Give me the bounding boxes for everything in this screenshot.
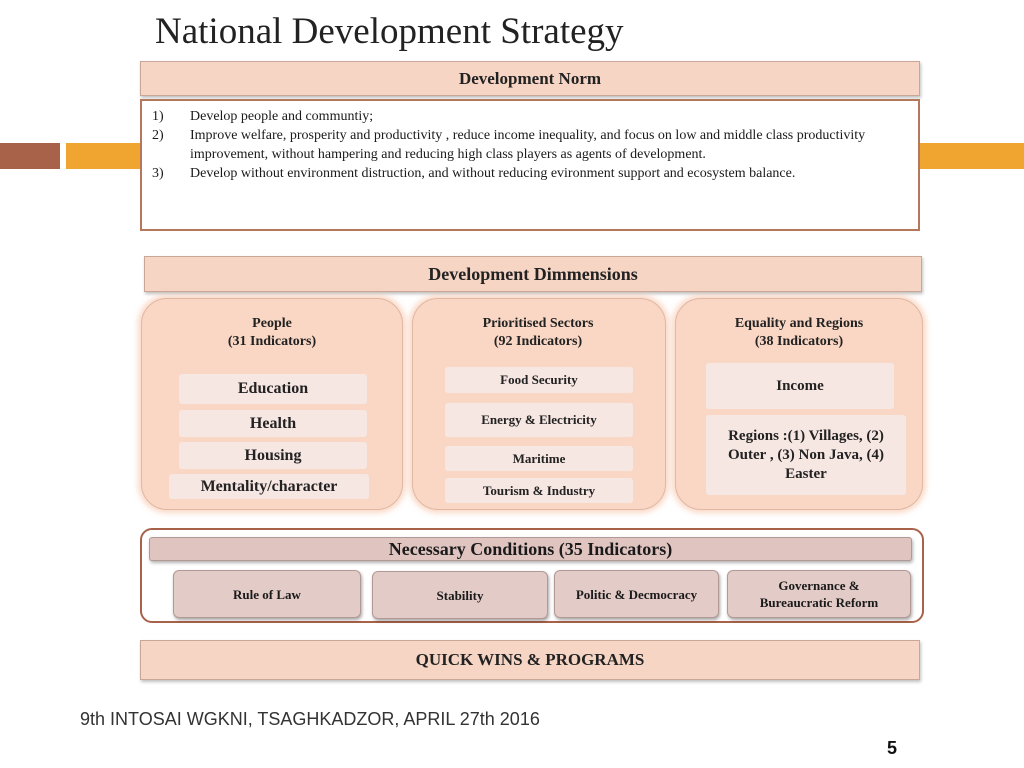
card-indicators: (31 Indicators) — [227, 334, 317, 349]
dimension-item-income: Income — [706, 363, 894, 409]
dimension-item-education: Education — [179, 374, 367, 404]
norm-item-number: 3) — [152, 166, 164, 181]
accent-bar-orange-right — [920, 143, 1024, 169]
necessary-conditions-header: Necessary Conditions (35 Indicators) — [149, 537, 912, 561]
condition-politic-democracy: Politic & Decmocracy — [554, 570, 719, 618]
norm-item — [152, 107, 908, 126]
card-title: Equality and Regions — [734, 316, 864, 331]
card-indicators: (38 Indicators) — [754, 334, 844, 349]
accent-bar-left — [0, 143, 60, 169]
development-dimensions-header: Development Dimmensions — [144, 256, 922, 292]
page-number: 5 — [886, 738, 897, 758]
norm-item — [152, 164, 908, 183]
dimension-item-mentality: Mentality/character — [169, 474, 369, 499]
dimension-item-food-security: Food Security — [445, 367, 633, 393]
condition-rule-of-law: Rule of Law — [173, 570, 361, 618]
dimension-item-health: Health — [179, 410, 367, 437]
dimension-item-regions: Regions :(1) Villages, (2) Outer , (3) Non Java, (4) Easter — [706, 415, 906, 495]
dimension-item-tourism: Tourism & Industry — [445, 478, 633, 503]
footer-text: 9th INTOSAI WGKNI, TSAGHKADZOR, APRIL 27th 2016 — [80, 709, 540, 729]
quick-wins-banner: QUICK WINS & PROGRAMS — [140, 640, 920, 680]
norm-item-number: 2) — [152, 128, 164, 143]
development-norm-list — [140, 99, 920, 231]
card-indicators: (92 Indicators) — [493, 334, 583, 349]
norm-item-number: 1) — [152, 109, 164, 124]
card-title: People — [252, 316, 292, 331]
accent-bar-orange-left — [66, 143, 140, 169]
norm-item-text: Develop people and communtiy; — [190, 109, 374, 124]
norm-item-text: Improve welfare, prosperity and productivity , reduce income inequality, and focus on low and middle class productivity improvement, without hampering and reducing high class players as agents of development. — [190, 128, 866, 162]
dimension-item-energy: Energy & Electricity — [445, 403, 633, 437]
development-norm-header: Development Norm — [140, 61, 920, 96]
dimension-item-maritime: Maritime — [445, 446, 633, 471]
dimension-item-housing: Housing — [179, 442, 367, 469]
equality-regions-card — [675, 298, 923, 510]
card-title: Prioritised Sectors — [482, 316, 594, 331]
prioritised-sectors-card — [412, 298, 666, 510]
slide-title: National Development Strategy — [155, 11, 624, 52]
norm-item — [152, 126, 908, 164]
norm-item-text: Develop without environment distruction, and without reducing evironment support and ecosystem balance. — [190, 166, 796, 181]
condition-governance: Governance & Bureaucratic Reform — [727, 570, 911, 618]
condition-stability: Stability — [372, 571, 548, 619]
people-card — [141, 298, 403, 510]
